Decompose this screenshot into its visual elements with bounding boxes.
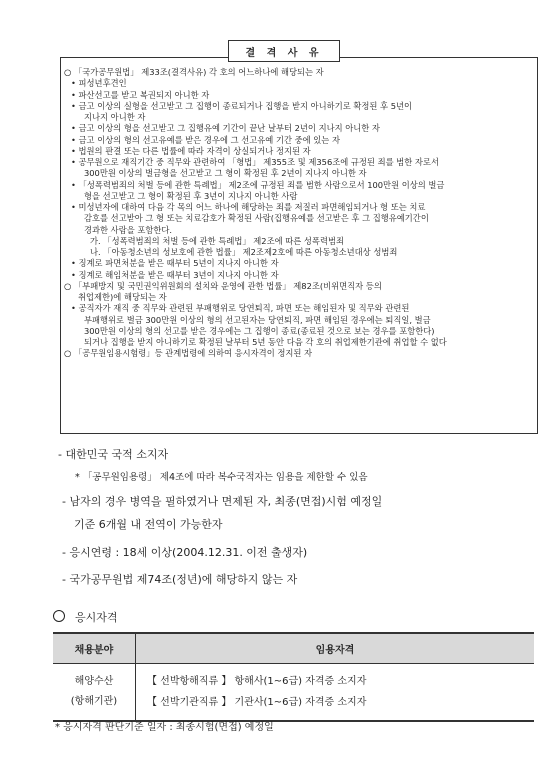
table-cell-qualification (136, 664, 535, 722)
list-item: 부패행위로 벌금 300만원 이상의 형의 선고된자는 당연퇴직, 파면 해임된 경우에는 퇴직일, 벌금 (84, 314, 431, 325)
list-item: 형을 선고받고 그 형이 확정된 후 3년이 지나지 아니한 사람 (84, 190, 298, 201)
list-item: • 공직자가 재직 중 직무와 관련된 부패행위로 당연퇴직, 파면 또는 해임된자 및 직무와 관련된 (71, 303, 410, 314)
list-item: 나. 「아동청소년의 성보호에 관한 법률」 제2조제2호에 따른 아동청소년대상 성범죄 (90, 247, 398, 257)
list-item: • 미성년자에 대하여 다음 각 목의 어느 하나에 해당하는 죄를 저질러 파면해임되거나 형 또는 치료 (71, 202, 426, 212)
retirement-requirement: - 국가공무원법 제74조(정년)에 해당하지 않는 자 (62, 573, 298, 586)
list-item: • 금고 이상의 형의 선고유예를 받은 경우에 그 선고유예 기간 중에 있는 자 (71, 134, 340, 145)
table-row (53, 664, 534, 722)
list-item: • 금고 이상의 실형을 선고받고 그 집행이 종료되거나 집행을 받지 아니하기로 확정된 후 5년이 (71, 100, 413, 111)
list-item: • 공무원으로 재직기간 중 직무와 관련하여 「형법」 제355조 및 제356조에 규정된 죄를 범한 자로서 (71, 157, 439, 167)
list-item: • 징계로 파면처분을 받은 때부터 5년이 지나지 아니한 자 (71, 258, 279, 269)
qualification-footnote: * 응시자격 판단기준 일자 : 최종시험(면접) 예정일 (55, 722, 274, 733)
disqualification-list (64, 67, 534, 360)
field-line: 해양수산 (74, 676, 114, 687)
qualification-line: 【 선박기관직류 】 기관사(1~6급) 자격증 소지자 (147, 697, 367, 708)
nationality-note: * 「공무원임용령」 제4조에 따라 복수국적자는 임용을 제한할 수 있음 (75, 472, 368, 483)
list-item: ○ 「부패방지 및 국민권익위원회의 설치와 운영에 관한 법률」 제82조(비위면직자 등의 (64, 280, 382, 291)
list-item: • 피성년후견인 (71, 78, 127, 89)
military-requirement: - 남자의 경우 병역을 필하였거나 면제된 자, 최종(면접)시험 예정일 (62, 495, 383, 508)
table-cell-field (53, 664, 136, 722)
qualification-heading-label: 응시자격 (75, 611, 118, 624)
table-header-row (53, 633, 534, 664)
list-item: • 파산선고를 받고 복권되지 아니한 자 (71, 89, 210, 100)
list-item: ○ 「공무원임용시험령」등 관계법령에 의하여 응시자격이 정지된 자 (64, 348, 313, 359)
list-item: 감호를 선고받아 그 형 또는 치료감호가 확정된 사람(집행유예를 선고받은 후 그 집행유예기간이 (84, 213, 429, 224)
military-requirement-cont: 기준 6개월 내 전역이 가능한자 (74, 518, 223, 531)
field-line: (항해기관) (70, 696, 118, 707)
list-item: 지나지 아니한 자 (84, 112, 146, 122)
list-item: 경과한 사람을 포함한다. (84, 224, 173, 235)
table-header: 채용분야 (53, 633, 136, 664)
list-item: 되거나 집행을 받지 아니하기로 확정된 날부터 5년 동안 다음 각 호의 취업제한기관에 취업할 수 없다 (84, 337, 447, 347)
circle-bullet-icon (53, 610, 65, 622)
list-item: 300만원 이상의 벌금형을 선고받고 그 형이 확정된 후 2년이 지나지 아니한 자 (84, 168, 367, 179)
qualification-heading (53, 609, 118, 625)
qualification-line: 【 선박항해직류 】 항해사(1~6급) 자격증 소지자 (147, 676, 367, 687)
table-header: 임용자격 (136, 633, 535, 664)
list-item: 가. 「성폭력범죄의 처벌 등에 관한 특례법」 제2조에 따른 성폭력범죄 (90, 235, 344, 246)
disqualification-title: 결 격 사 유 (228, 40, 340, 62)
nationality-requirement: - 대한민국 국적 소지자 (58, 448, 169, 461)
list-item: • 법원의 판결 또는 다른 법률에 따라 자격이 상실되거나 정지된 자 (71, 145, 311, 156)
age-requirement: - 응시연령 : 18세 이상(2004.12.31. 이전 출생자) (62, 546, 308, 559)
list-item: • 징계로 해임처분을 받은 때부터 3년이 지나지 아니한 자 (71, 269, 279, 280)
list-item: 취업제한)에 해당되는 자 (78, 292, 167, 302)
qualification-table (53, 632, 534, 722)
list-item: • 금고 이상의 형을 선고받고 그 집행유예 기간이 끝난 날부터 2년이 지나지 아니한 자 (71, 123, 380, 134)
list-item: • 「성폭력범죄의 처벌 등에 관한 특례법」 제2조에 규정된 죄를 범한 사람으로서 100만원 이상의 벌금 (71, 179, 445, 190)
list-item: ○ 「국가공무원법」 제33조(결격사유) 각 호의 어느하나에 해당되는 자 (64, 67, 324, 77)
list-item: 300만원 이상의 형의 선고를 받은 경우에는 그 집행이 종료(종료된 것으로 보는 경우를 포함한다) (84, 325, 435, 336)
